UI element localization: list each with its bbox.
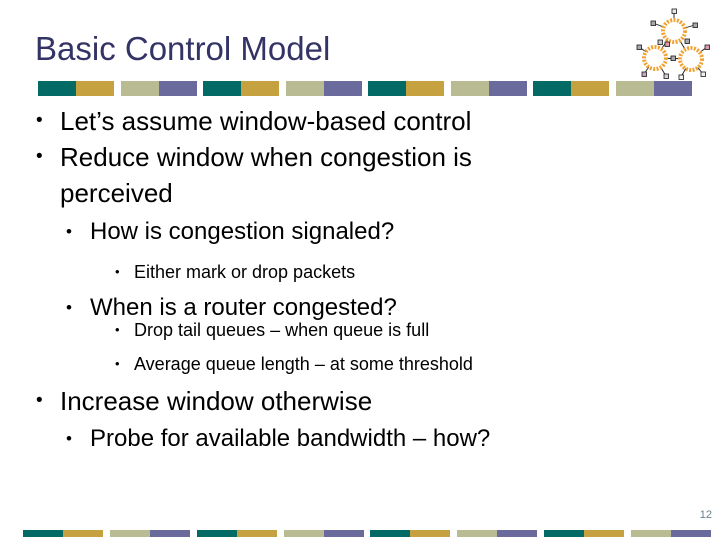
bullet-item-l3 bbox=[115, 260, 355, 284]
bullet-icon: • bbox=[115, 322, 120, 337]
bar-segment bbox=[489, 81, 527, 96]
bar-segment bbox=[584, 530, 624, 537]
bottom-divider-bar bbox=[23, 530, 711, 537]
bar-segment bbox=[451, 81, 489, 96]
bar-segment bbox=[616, 81, 654, 96]
bullet-item-l2 bbox=[66, 216, 394, 248]
bar-segment bbox=[286, 81, 324, 96]
bullet-item-l1 bbox=[36, 139, 565, 211]
bullet-text: When is a router congested? bbox=[90, 294, 397, 321]
bar-segment bbox=[654, 81, 692, 96]
bar-segment bbox=[63, 530, 103, 537]
bullet-icon: • bbox=[66, 429, 72, 448]
bullet-icon: • bbox=[36, 146, 43, 167]
bar-segment bbox=[671, 530, 711, 537]
bullet-text: Increase window otherwise bbox=[60, 386, 373, 416]
bullet-icon: • bbox=[66, 222, 72, 241]
bullet-icon: • bbox=[36, 390, 43, 411]
bullet-icon: • bbox=[66, 298, 72, 317]
bar-segment bbox=[237, 530, 277, 537]
bullet-icon: • bbox=[36, 110, 43, 131]
bullet-icon: • bbox=[115, 264, 120, 279]
bar-segment bbox=[368, 81, 406, 96]
bar-segment bbox=[23, 530, 63, 537]
bullet-item-l3 bbox=[115, 318, 429, 342]
bullet-icon: • bbox=[115, 356, 120, 371]
top-divider-bar bbox=[38, 81, 692, 96]
bar-segment bbox=[571, 81, 609, 96]
network-logo bbox=[631, 3, 718, 83]
bar-segment bbox=[631, 530, 671, 537]
bar-segment bbox=[121, 81, 159, 96]
bar-segment bbox=[370, 530, 410, 537]
bar-segment bbox=[284, 530, 324, 537]
bullet-text: Reduce window when congestion is perceived bbox=[60, 142, 472, 208]
bar-segment bbox=[159, 81, 197, 96]
bar-segment bbox=[150, 530, 190, 537]
bar-segment bbox=[324, 530, 364, 537]
bar-segment bbox=[76, 81, 114, 96]
bullet-item-l2 bbox=[66, 423, 490, 455]
bullet-item-l1 bbox=[36, 103, 471, 139]
bullet-text: Either mark or drop packets bbox=[134, 262, 356, 282]
bar-segment bbox=[324, 81, 362, 96]
bar-segment bbox=[410, 530, 450, 537]
bar-segment bbox=[544, 530, 584, 537]
bar-segment bbox=[533, 81, 571, 96]
bullet-text: Drop tail queues – when queue is full bbox=[134, 320, 430, 340]
bar-segment bbox=[38, 81, 76, 96]
bullet-item-l1 bbox=[36, 383, 372, 419]
bar-segment bbox=[110, 530, 150, 537]
bullet-text: Probe for available bandwidth – how? bbox=[90, 425, 491, 452]
bar-segment bbox=[197, 530, 237, 537]
bar-segment bbox=[203, 81, 241, 96]
bullet-text: Let’s assume window-based control bbox=[60, 106, 472, 136]
bar-segment bbox=[406, 81, 444, 96]
bar-segment bbox=[241, 81, 279, 96]
bar-segment bbox=[457, 530, 497, 537]
bullet-text: How is congestion signaled? bbox=[90, 218, 395, 245]
bullet-item-l3 bbox=[115, 352, 473, 376]
page-number: 12 bbox=[699, 509, 712, 521]
bullet-text: Average queue length – at some threshold bbox=[134, 354, 473, 374]
bar-segment bbox=[497, 530, 537, 537]
page-title: Basic Control Model bbox=[35, 30, 331, 67]
